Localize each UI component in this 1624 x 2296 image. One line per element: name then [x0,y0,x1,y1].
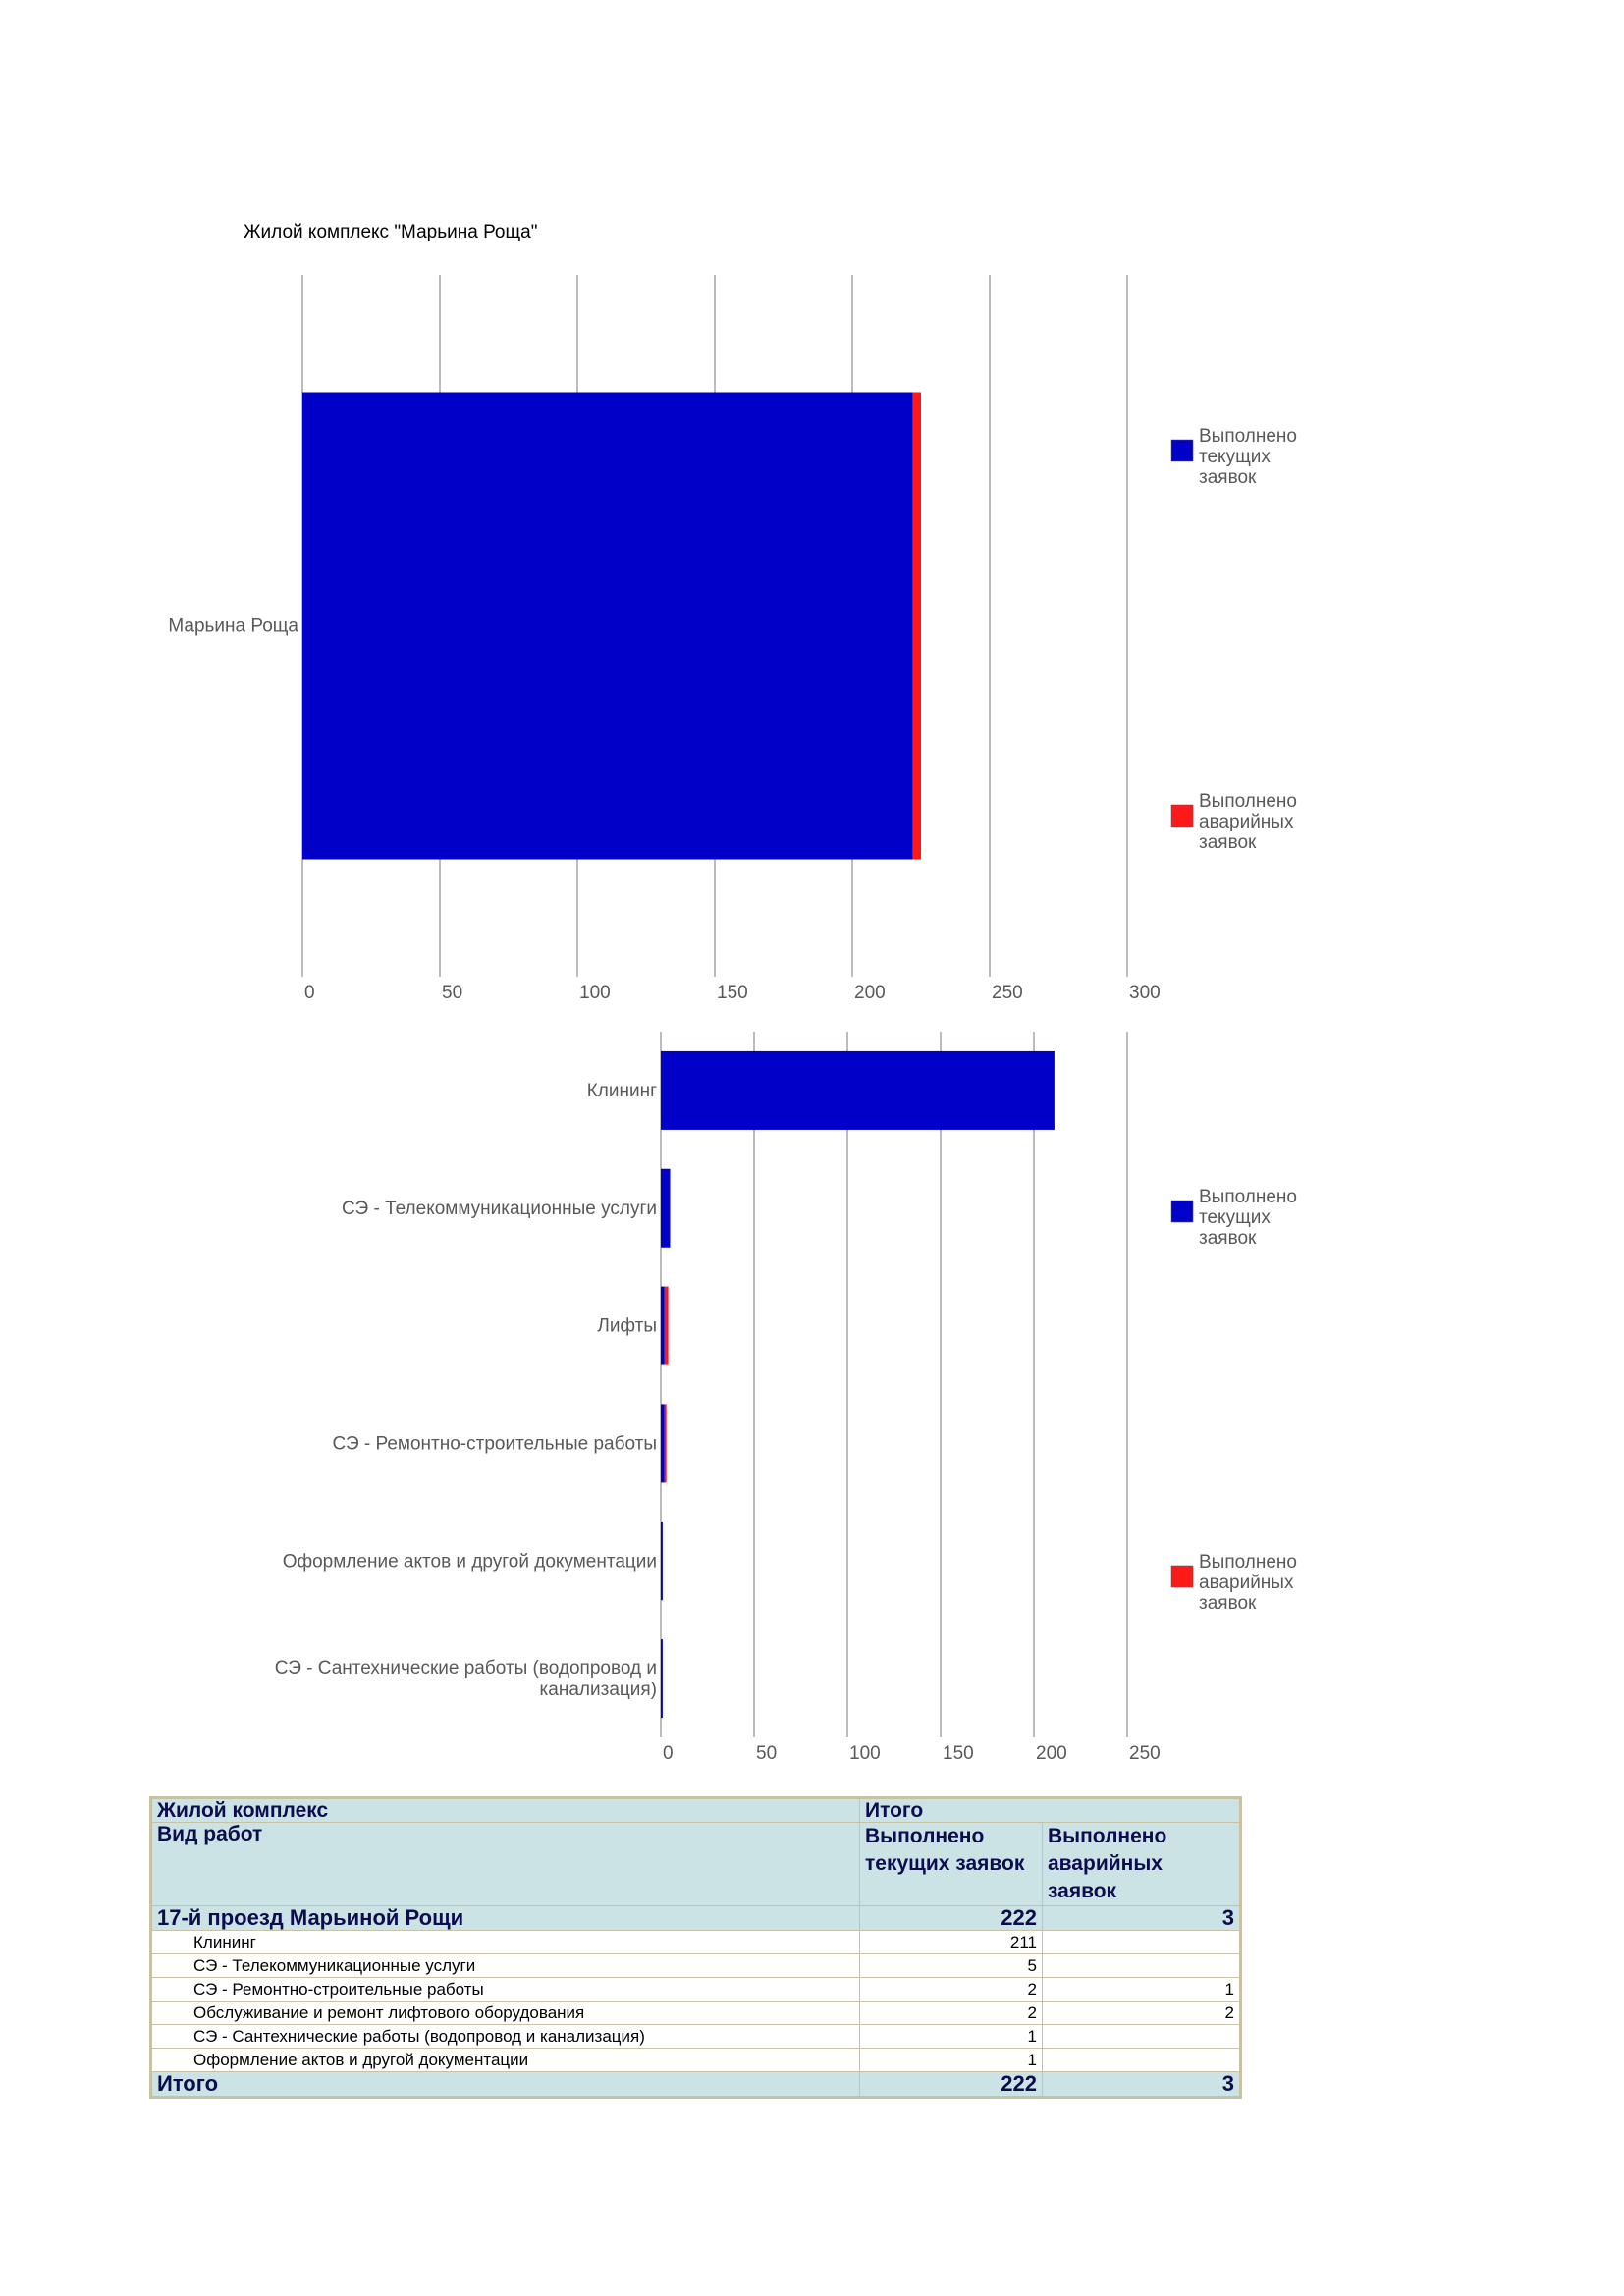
legend-label: Выполнено аварийных заявок [1199,1552,1297,1614]
total-emergency: 3 [1043,2072,1241,2098]
row-label: Клининг [151,1931,860,1954]
bar-current [302,393,913,860]
row-current: 2 [860,1978,1043,2002]
x-tick-label: 100 [849,1743,881,1764]
row-current: 2 [860,2002,1043,2025]
bar-current [661,1169,671,1248]
table-row [151,1978,1241,2002]
legend-swatch [1171,1566,1193,1587]
row-label: СЭ - Телекоммуникационные услуги [151,1954,860,1978]
row-current: 211 [860,1931,1043,1954]
row-emergency: 1 [1043,1978,1241,2002]
chart-by-work-type [0,1026,1624,1772]
legend-swatch [1171,440,1193,461]
chart-by-complex [0,265,1624,1011]
category-label: СЭ - Телекоммуникационные услуги [342,1198,657,1219]
table-row [151,2049,1241,2072]
x-tick-label: 150 [717,983,748,1003]
row-label: СЭ - Сантехнические работы (водопровод и канализация) [151,2025,860,2049]
category-label: СЭ - Ремонтно-строительные работы [332,1433,657,1455]
group-current: 222 [860,1906,1043,1931]
group-label: 17-й проезд Марьиной Рощи [151,1906,860,1931]
header-complex: Жилой комплекс [151,1798,860,1823]
row-current: 5 [860,1954,1043,1978]
bar-current [661,1639,663,1718]
bar-emergency [665,1404,667,1482]
group-emergency: 3 [1043,1906,1241,1931]
x-tick-label: 250 [992,983,1023,1003]
bar-current [661,1404,665,1482]
category-label: Оформление актов и другой документации [282,1551,657,1573]
legend-swatch [1171,805,1193,827]
row-label: СЭ - Ремонтно-строительные работы [151,1978,860,2002]
table-row [151,2025,1241,2049]
category-label: Лифты [597,1315,657,1337]
category-label: Клининг [586,1080,657,1101]
x-tick-label: 250 [1129,1743,1161,1764]
header-total: Итого [860,1798,1241,1823]
total-current: 222 [860,2072,1043,2098]
header-current: Выполнено текущих заявок [860,1823,1043,1906]
group-row [151,1906,1241,1931]
x-tick-label: 0 [304,983,315,1003]
x-tick-label: 100 [579,983,611,1003]
bar-emergency [913,393,921,860]
total-label: Итого [151,2072,860,2098]
bar-current [661,1287,665,1365]
row-current: 1 [860,2049,1043,2072]
row-emergency [1043,2049,1241,2072]
x-tick-label: 150 [943,1743,974,1764]
row-emergency [1043,2025,1241,2049]
bar-current [661,1051,1055,1130]
header-work-type: Вид работ [151,1823,860,1906]
legend-label: Выполнено текущих заявок [1199,1187,1297,1249]
bar-current [661,1522,663,1600]
legend-swatch [1171,1201,1193,1222]
x-tick-label: 0 [663,1743,674,1764]
summary-table [149,1796,1242,2099]
legend-label: Выполнено текущих заявок [1199,426,1297,488]
row-emergency [1043,1954,1241,1978]
x-tick-label: 300 [1129,983,1161,1003]
row-current: 1 [860,2025,1043,2049]
total-row [151,2072,1241,2098]
category-label: СЭ - Сантехнические работы (водопровод и канализация) [274,1658,657,1701]
x-tick-label: 200 [854,983,886,1003]
header-emergency: Выполнено аварийных заявок [1043,1823,1241,1906]
category-label: Марьина Роща [168,615,298,637]
table-row [151,1954,1241,1978]
row-label: Оформление актов и другой документации [151,2049,860,2072]
report-title: Жилой комплекс "Марьина Роща" [244,222,538,242]
x-tick-label: 50 [442,983,463,1003]
row-label: Обслуживание и ремонт лифтового оборудования [151,2002,860,2025]
x-tick-label: 50 [756,1743,778,1764]
legend-label: Выполнено аварийных заявок [1199,791,1297,853]
row-emergency: 2 [1043,2002,1241,2025]
bar-emergency [665,1287,669,1365]
row-emergency [1043,1931,1241,1954]
x-tick-label: 200 [1036,1743,1067,1764]
table-row [151,1931,1241,1954]
table-row [151,2002,1241,2025]
